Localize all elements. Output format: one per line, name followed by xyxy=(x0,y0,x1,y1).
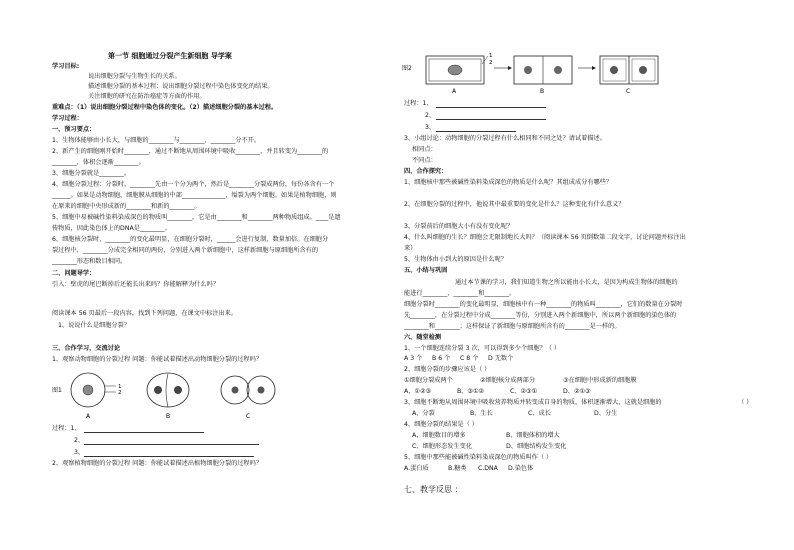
preview-line: 4、细胞分裂过程：分裂时，________先由一个分为两个，然后是________分裂成两份，每份各含有一个 xyxy=(52,181,335,188)
explore-2: 2、在细胞分裂的过程中，他说其中最重要的变化是什么？这种变化有什么意义？ xyxy=(404,201,625,208)
goals-heading: 学习目标: xyxy=(52,63,80,70)
test-2-opt-b[interactable]: B、③①② xyxy=(457,388,485,395)
test-1-opt-b[interactable]: B 6 个 xyxy=(432,355,451,362)
test-2-opt-c[interactable]: C、②③① xyxy=(510,388,538,395)
test-1: 1、一个细胞连续分裂 3 次，可以得到多少个细胞？（ ） xyxy=(404,345,561,352)
test-5-opt-d[interactable]: D.染色体 xyxy=(508,465,534,472)
summary-heading: 五、小结与巩固 xyxy=(404,267,448,274)
fig2-label-b: B xyxy=(540,88,545,95)
fig2-callout-1: 1 xyxy=(489,53,493,59)
explore-4b: 来） xyxy=(404,245,417,252)
goal-3: 关注细胞的研究在防治癌症等方面的作用。 xyxy=(88,93,206,100)
proc-2-label: 2、 xyxy=(74,437,85,444)
preview-heading: 一、预习要点： xyxy=(52,126,96,133)
test-2-step: ②细胞核分成两部分 xyxy=(480,377,536,384)
goal-1: 说出细胞分裂与生物生长的关系。 xyxy=(88,73,181,80)
explore-5: 5、生物体由小到大的原因是什么呢？ xyxy=(404,256,507,263)
explore-3: 3、分裂前后的细胞大小有没有变化呢？ xyxy=(404,223,514,230)
test-4-opt-a[interactable]: A、细胞数目的增多 xyxy=(412,432,466,439)
fig1-callout-1: 1 xyxy=(118,384,122,390)
proc-1-label: 过程：1、 xyxy=(52,425,81,432)
test-4-opt-b[interactable]: B、细胞体积的增大 xyxy=(506,432,560,439)
preview-line: 2、新产生的细胞刚开始时________，通过不断地从周围环境中吸收________，并且转变为________的 xyxy=(52,148,329,155)
test-2-opt-d[interactable]: D、②①③ xyxy=(563,388,591,395)
teaching-reflection: 七、教学反思 ： xyxy=(404,485,463,494)
test-2-opt-a[interactable]: A、①②③ xyxy=(404,388,432,395)
test-3-opt-c[interactable]: C、成长 xyxy=(528,410,551,417)
goal-2: 描述细胞分裂的基本过程；说出细胞分裂过程中染色体变化的结果。 xyxy=(88,83,274,90)
proc-1-blank[interactable] xyxy=(84,432,204,433)
test-5: 5、细胞中那些能被碱性染料染成深色的物质叫作（ ） xyxy=(404,454,553,461)
preview-line: ________形态和数目相同。 xyxy=(52,258,127,265)
test-3-opt-a[interactable]: A、分裂 xyxy=(412,410,435,417)
test-1-opt-c[interactable]: C 8 个 xyxy=(460,355,479,362)
question-heading: 二、问题导学： xyxy=(52,270,96,277)
test-2-step: ①细胞分裂成两个 xyxy=(404,377,453,384)
fig1-label: 图1 xyxy=(52,387,62,394)
summary-line: 先________，在分裂过程中分成________等份，分别进入两个新细胞中，所以两个新细胞的染色体的 xyxy=(404,312,677,319)
preview-line: ______。如果是动物细胞，细胞膜从细胞的中部______________，缢裂为两个细胞。如果是植物细胞，则 xyxy=(52,192,337,199)
summary-line: 细胞分裂时________的变化最明显，细胞核中有一种________的物质叫________，它们的数量在分裂时 xyxy=(404,301,683,308)
summary-line: 通过本节课的学习，我们知道生物之所以能由小长大，是因为构成生物体的细胞的 xyxy=(455,279,678,286)
summary-line: 能进行________、________和________。 xyxy=(404,290,516,297)
test-heading: 六、随堂检测 xyxy=(404,334,442,341)
fig1-label-c: C xyxy=(246,413,251,420)
explore-4: 4、什么叫细胞的生长？细胞会无限制地长大吗？（阅读课本 56 页倒数第二段文字，讨论问题并标注出 xyxy=(404,234,686,241)
test-4: 4、细胞分裂的结果是（ ） xyxy=(404,421,478,428)
diff-label: 不同点： xyxy=(412,157,437,164)
fig1-label-b: B xyxy=(166,413,171,420)
preview-line: 3、细胞分裂就是________。 xyxy=(52,170,131,177)
test-5-opt-b[interactable]: B.糖类 xyxy=(448,465,467,472)
preview-line: 5、细胞中易被碱性染料染成深色的物质叫________，它是由________和________两种物质组成。____是遗 xyxy=(52,214,341,221)
same-label: 相同点： xyxy=(412,146,437,153)
test-1-opt-d[interactable]: D 无数个 xyxy=(488,355,514,362)
test-4-opt-d[interactable]: D、细胞结构发生变化 xyxy=(506,443,567,450)
fig2-label-a: A xyxy=(452,88,457,95)
process-heading: 学习过程： xyxy=(52,115,83,122)
plant-cell-division-figure xyxy=(400,48,700,96)
test-1-opt-a[interactable]: A 3 个 xyxy=(404,355,423,362)
proc-2-blank[interactable] xyxy=(84,444,259,445)
fig2-label: 图2 xyxy=(402,65,412,72)
key-points: 重难点：（1）说出细胞分裂过程中染色体的变化。（2）描述细胞分裂的基本过程。 xyxy=(52,104,278,111)
preview-line: 1、生物体能够由小长大，与细胞的________与________、________分不开。 xyxy=(52,137,261,144)
r-proc-3-blank[interactable] xyxy=(436,131,516,132)
test-3: 3、细胞不断地从周围环境中吸收营养物质并转变成自身的物质，体积逐渐增大，这就是细胞的 xyxy=(404,399,662,406)
question-1: 1、说说什么是细胞分裂？ xyxy=(58,322,130,329)
test-2-step: ③在细胞中形成新的细胞膜 xyxy=(563,377,637,384)
summary-line: ________和________；这样保证了新细胞与原细胞所含有的________是一样的。 xyxy=(404,323,621,330)
r-proc-1-blank[interactable] xyxy=(436,107,546,108)
preview-line: 裂过程中，________分成完全相同的两份，分别进入两个新细胞中，这样新细胞与原细胞所含有的 xyxy=(52,247,319,254)
question-read: 阅读课本 56 页最后一段内容，找到下列问题，在课文中标注出来。 xyxy=(52,310,238,317)
test-3-opt-b[interactable]: B、生长 xyxy=(470,410,493,417)
group-discussion: 3、小组讨论：动物细胞的分裂过程有什么相同和不同之处？请试着描述。 xyxy=(404,135,606,142)
test-4-opt-c[interactable]: C、细胞形态发生变化 xyxy=(412,443,473,450)
proc-3-label: 3、 xyxy=(74,449,85,456)
preview-line: 在原来的细胞中央形成新的________和新的________。 xyxy=(52,203,201,210)
r-proc-2-label: 2、 xyxy=(425,112,436,119)
page-title: 第一节 细胞通过分裂产生新细胞 导学案 xyxy=(108,52,232,60)
test-5-opt-a[interactable]: A.蛋白质 xyxy=(404,465,429,472)
fig2-callout-2: 2 xyxy=(489,60,493,66)
animal-cell-division-figure xyxy=(52,366,282,420)
r-proc-3-label: 3、 xyxy=(425,124,436,131)
fig2-label-c: C xyxy=(626,88,631,95)
explore-heading: 四、合作探究： xyxy=(404,168,448,175)
fig1-label-a: A xyxy=(86,413,91,420)
test-3-opt-d[interactable]: D、分生 xyxy=(594,410,618,417)
test-2: 2、细胞分裂的步骤应该是（ ） xyxy=(404,366,491,373)
test-3-blank: （ ） xyxy=(738,399,753,406)
explore-1: 1、细胞核中那些被碱性染料染成深色的物质是什么呢？其组成成分有哪些？ xyxy=(404,179,613,186)
preview-line: 传物质，因此染色体上的DNA是________。 xyxy=(52,225,171,232)
proc-3-blank[interactable] xyxy=(84,456,254,457)
coop-1: 1、观察动物细胞的分裂过程 问题：你能试着描述出动物细胞分裂的过程吗？ xyxy=(52,356,263,363)
preview-line: 6、细胞核分裂时，________的变化最明显，在细胞分裂时，______会进行复制，数量加倍。在细胞分 xyxy=(52,236,329,243)
r-proc-2-blank[interactable] xyxy=(436,119,546,120)
question-intro: 引入：壁虎的尾巴断掉后还能长出来吗？你能解释为什么吗？ xyxy=(52,281,220,288)
fig1-callout-2: 2 xyxy=(118,390,122,396)
coop-heading: 三、合作学习，交流讨论 xyxy=(52,345,121,352)
test-5-opt-c[interactable]: C.DNA xyxy=(478,465,498,472)
preview-line: ________，体积会逐渐________。 xyxy=(52,159,145,166)
r-proc-1-label: 过程：1、 xyxy=(404,100,433,107)
coop-2: 2、观察植物细胞的分裂过程 问题：你能试着描述出植物细胞分裂的过程吗？ xyxy=(52,460,263,467)
